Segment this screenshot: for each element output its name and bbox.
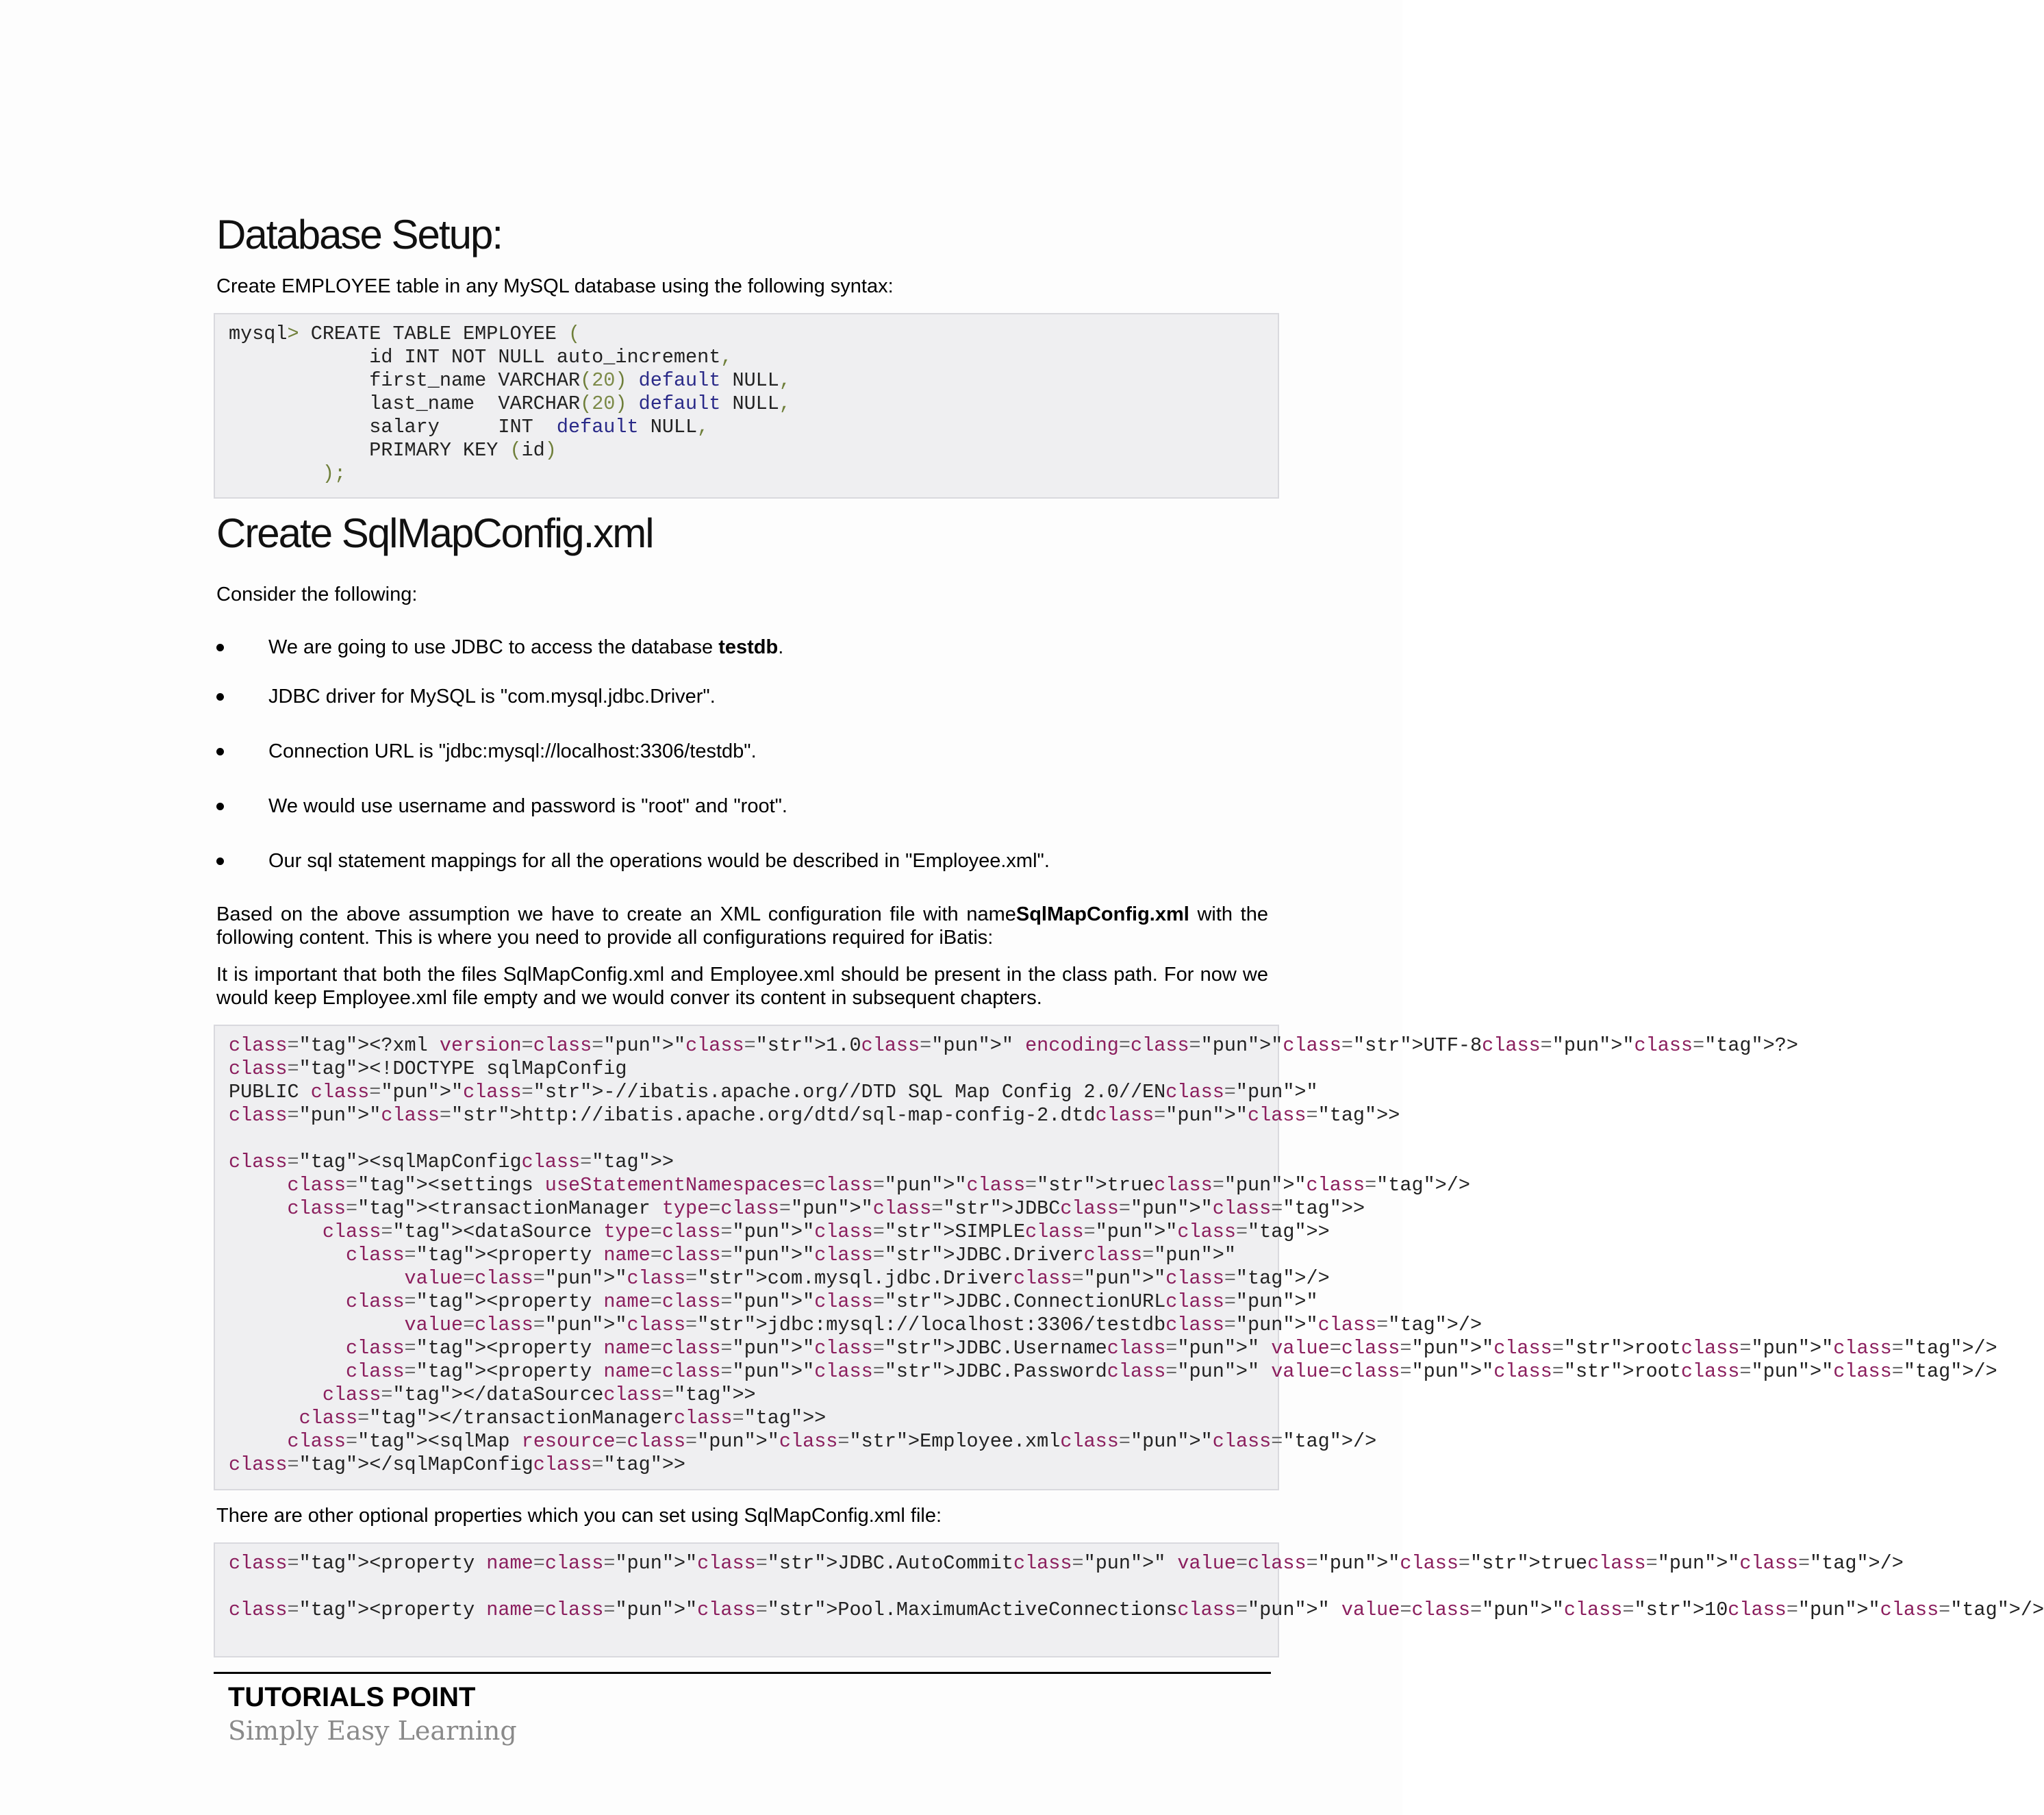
- footer-brand: TUTORIALS POINT: [228, 1682, 476, 1712]
- code-line: class="tag"><sqlMap resource=class="pun">"class="str">Employee.xmlclass="pun">"class="tag">/>: [287, 1430, 1377, 1453]
- list-item-text: Connection URL is "jdbc:mysql://localhost:3306/testdb".: [268, 740, 757, 762]
- code-line: );: [322, 462, 346, 485]
- code-line: last_name VARCHAR(20) default NULL,: [229, 392, 791, 415]
- class-path-note: It is important that both the files SqlMapConfig.xml and Employee.xml should be present in the class path. For now we would keep Employee.xml file empty and we would conver its content in subsequent chapters.: [216, 964, 1268, 1009]
- code-line: class="tag"><property name=class="pun">"class="str">JDBC.Passwordclass="pun">" value=class="pun">"class="str">rootclass="pun">"class="tag">/>: [346, 1360, 1997, 1383]
- sql-code-block: [214, 313, 1279, 499]
- code-line: class="tag"><property name=class="pun">"class="str">JDBC.Usernameclass="pun">" value=class="pun">"class="str">rootclass="pun">"class="tag">/>: [346, 1337, 1997, 1360]
- code-line: id INT NOT NULL auto_increment,: [229, 346, 733, 368]
- code-line: class="pun">"class="str">http://ibatis.apache.org/dtd/sql-map-config-2.dtdclass="pun">"class="tag">>: [229, 1104, 1400, 1127]
- code-line: class="tag"><dataSource type=class="pun">"class="str">SIMPLEclass="pun">"class="tag">>: [322, 1221, 1330, 1243]
- code-line: class="tag"><transactionManager type=class="pun">"class="str">JDBCclass="pun">"class="tag">>: [287, 1197, 1365, 1220]
- code-line: class="tag"></sqlMapConfigclass="tag">>: [229, 1453, 686, 1476]
- bullet-icon: [216, 644, 224, 651]
- section-title-database-setup: Database Setup:: [216, 212, 502, 258]
- code-line: class="tag"></transactionManagerclass="tag">>: [299, 1407, 827, 1429]
- code-line: first_name VARCHAR(20) default NULL,: [229, 369, 791, 392]
- code-line: class="tag"></dataSourceclass="tag">>: [322, 1384, 756, 1406]
- code-line: class="tag"><settings useStatementNamespaces=class="pun">"class="str">trueclass="pun">"class="tag">/>: [287, 1174, 1470, 1197]
- bullet-icon: [216, 748, 224, 755]
- code-line: PRIMARY KEY (id): [229, 439, 557, 462]
- footer-tagline: Simply Easy Learning: [228, 1716, 517, 1746]
- bullet-icon: [216, 693, 224, 701]
- footer-divider: [214, 1672, 1271, 1674]
- list-item-text: We are going to use JDBC to access the database testdb.: [268, 636, 784, 658]
- optional-properties-text: There are other optional properties which you can set using SqlMapConfig.xml file:: [216, 1505, 942, 1527]
- code-line: [229, 1575, 1278, 1599]
- database-setup-intro: Create EMPLOYEE table in any MySQL database using the following syntax:: [216, 275, 894, 297]
- list-item-text: We would use username and password is "root" and "root".: [268, 795, 787, 817]
- list-item-text: Our sql statement mappings for all the operations would be described in "Employee.xml".: [268, 850, 1050, 872]
- xml-code-block: [214, 1025, 1997, 1490]
- list-item-text: JDBC driver for MySQL is "com.mysql.jdbc.Driver".: [268, 686, 716, 708]
- code-line: class="tag"><property name=class="pun">"class="str">Pool.MaximumActiveConnectionsclass="pun">" value=class="pun">"class="str">10class="pun">"class="tag">/>: [229, 1599, 2044, 1621]
- code-line: value=class="pun">"class="str">com.mysql.jdbc.Driverclass="pun">"class="tag">/>: [404, 1267, 1330, 1290]
- code-line: salary INT default NULL,: [229, 416, 709, 438]
- code-line: class="tag"><property name=class="pun">"class="str">JDBC.ConnectionURLclass="pun">": [346, 1290, 1318, 1313]
- code-line: class="tag"><!DOCTYPE sqlMapConfig: [229, 1057, 627, 1080]
- based-on-assumption-text: Based on the above assumption we have to create an XML configuration file with nameSqlMapConfig.xml with the following content. This is where you need to provide all configurations required for iBatis:: [216, 903, 1268, 949]
- code-line: [229, 1127, 1278, 1151]
- code-line: class="tag"><property name=class="pun">"class="str">JDBC.AutoCommitclass="pun">" value=class="pun">"class="str">trueclass="pun">"class="tag">/>: [229, 1552, 1904, 1575]
- code-line: class="tag"><?xml version=class="pun">"class="str">1.0class="pun">" encoding=class="pun">"class="str">UTF-8class="pun">"class="tag">?>: [229, 1034, 1798, 1057]
- code-line: class="tag"><sqlMapConfigclass="tag">>: [229, 1151, 674, 1173]
- code-line: class="tag"><property name=class="pun">"class="str">JDBC.Driverclass="pun">": [346, 1244, 1236, 1266]
- code-line: value=class="pun">"class="str">jdbc:mysql://localhost:3306/testdbclass="pun">"class="tag">/>: [404, 1314, 1482, 1336]
- bullet-icon: [216, 803, 224, 810]
- optional-code-block: [214, 1542, 2044, 1657]
- code-line: PUBLIC class="pun">"class="str">-//ibatis.apache.org//DTD SQL Map Config 2.0//ENclass="pun">": [229, 1081, 1318, 1103]
- code-line: mysql> CREATE TABLE EMPLOYEE (: [229, 323, 581, 345]
- section-title-sqlmapconfig: Create SqlMapConfig.xml: [216, 510, 653, 556]
- consider-text: Consider the following:: [216, 584, 418, 605]
- bullet-icon: [216, 858, 224, 865]
